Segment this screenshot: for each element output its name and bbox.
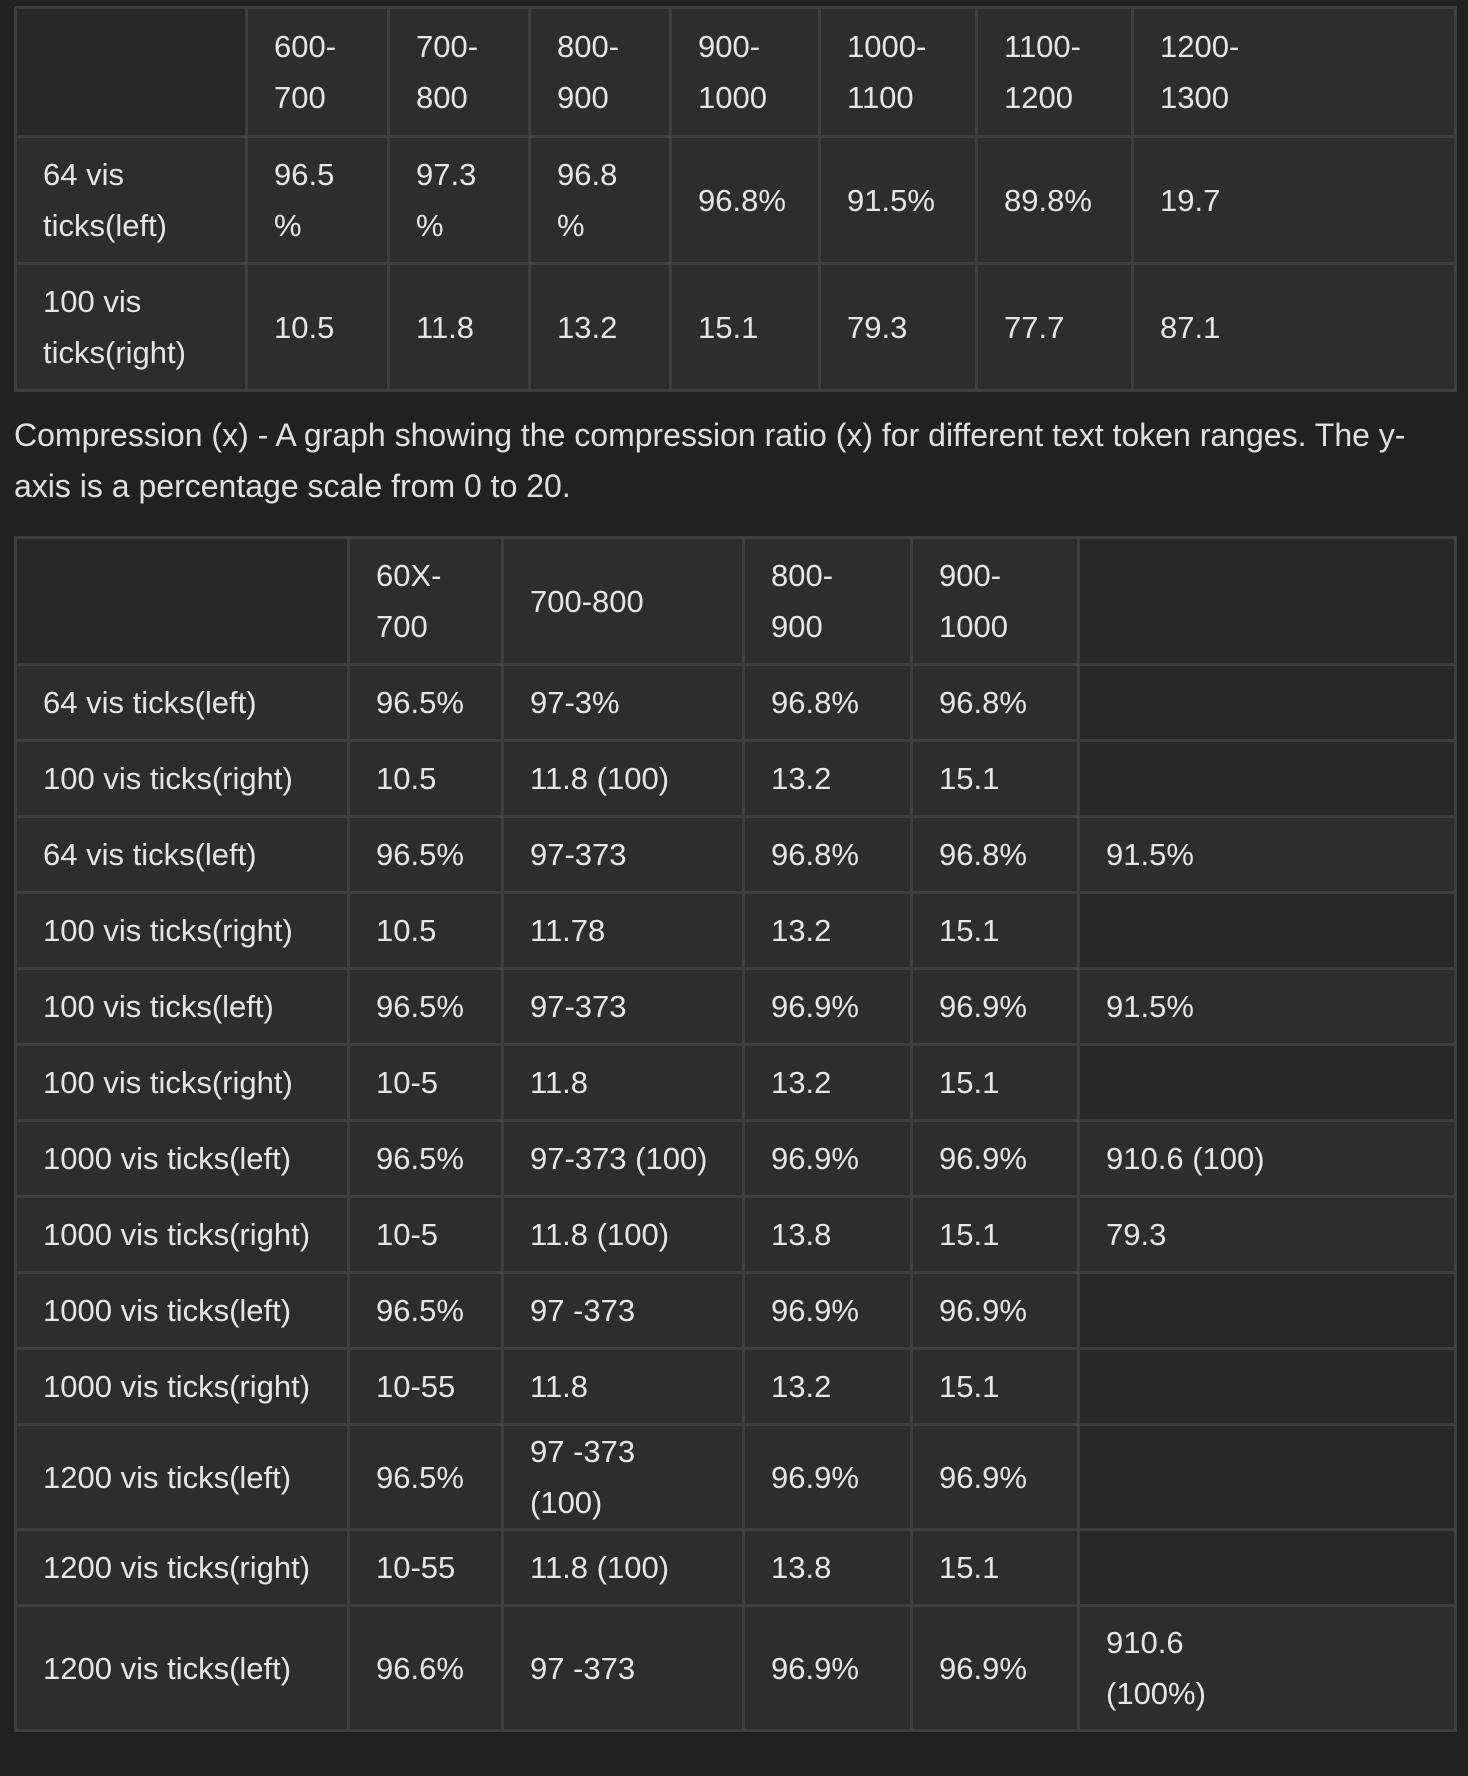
row-label-cell: 64 vis ticks(left) [16, 665, 349, 741]
table-cell: 13.2 [744, 1045, 912, 1121]
row-label-cell: 1200 vis ticks(right) [16, 1530, 349, 1606]
table-row [16, 137, 1456, 264]
table-cell: 10.5 [247, 264, 389, 391]
table-cell [1079, 1045, 1456, 1121]
table-cell: 11.8 [503, 1349, 744, 1425]
table-cell: 13.8 [744, 1530, 912, 1606]
table-cell: 800- 900 [530, 8, 671, 137]
table-cell [1079, 1425, 1456, 1530]
table-cell: 96.9% [912, 969, 1079, 1045]
table-cell: 13.2 [744, 741, 912, 817]
table-cell: 900- 1000 [671, 8, 820, 137]
table-cell: 96.9% [912, 1606, 1079, 1731]
table-row [16, 1349, 1456, 1425]
table-cell: 89.8% [977, 137, 1133, 264]
table-cell: 11.8 (100) [503, 741, 744, 817]
table-cell: 97 -373 [503, 1606, 744, 1731]
table-cell: 600- 700 [247, 8, 389, 137]
table-cell: 15.1 [912, 893, 1079, 969]
row-label-cell: 100 vis ticks(right) [16, 893, 349, 969]
table-cell: 900- 1000 [912, 538, 1079, 665]
table-cell: 91.5% [1079, 817, 1456, 893]
table-cell: 11.8 [503, 1045, 744, 1121]
table-cell: 96.5% [349, 1425, 503, 1530]
row-label-cell: 100 vis ticks(right) [16, 1045, 349, 1121]
table-header-row [16, 538, 1456, 665]
table-cell: 10.5 [349, 741, 503, 817]
table-cell: 10-55 [349, 1530, 503, 1606]
table-row [16, 1606, 1456, 1731]
row-label-cell [16, 538, 349, 665]
table-cell: 96.5% [349, 817, 503, 893]
table-cell: 13.2 [744, 1349, 912, 1425]
table-row [16, 893, 1456, 969]
table-cell: 13.2 [530, 264, 671, 391]
table-row [16, 1273, 1456, 1349]
table-cell [1079, 1349, 1456, 1425]
table-cell: 79.3 [1079, 1197, 1456, 1273]
table-cell: 96.5% [349, 1273, 503, 1349]
row-label-cell [16, 8, 247, 137]
table-cell: 79.3 [820, 264, 977, 391]
token-range-table [14, 6, 1457, 392]
table-cell: 96.9% [912, 1273, 1079, 1349]
table-cell: 10.5 [349, 893, 503, 969]
table-row [16, 1045, 1456, 1121]
table-header-row [16, 8, 1456, 137]
table-cell: 13.2 [744, 893, 912, 969]
table-cell [1079, 665, 1456, 741]
table-cell: 19.7 [1133, 137, 1456, 264]
table-cell: 13.8 [744, 1197, 912, 1273]
table-cell: 96.8% [744, 817, 912, 893]
table-cell: 87.1 [1133, 264, 1456, 391]
table-cell: 96.8% [912, 817, 1079, 893]
table-cell: 96.9% [744, 1606, 912, 1731]
table-cell [1079, 893, 1456, 969]
table-row [16, 1121, 1456, 1197]
compression-table [14, 536, 1457, 1732]
table-row [16, 665, 1456, 741]
table-cell: 11.8 [389, 264, 530, 391]
table-cell: 96.5% [349, 1121, 503, 1197]
table-cell: 10-55 [349, 1349, 503, 1425]
row-label-cell: 1000 vis ticks(right) [16, 1197, 349, 1273]
table-cell: 910.6 (100) [1079, 1121, 1456, 1197]
table-cell: 700- 800 [389, 8, 530, 137]
row-label-cell: 1000 vis ticks(left) [16, 1273, 349, 1349]
table-cell: 700-800 [503, 538, 744, 665]
table-cell: 15.1 [912, 741, 1079, 817]
table-cell: 10-5 [349, 1197, 503, 1273]
table-cell: 910.6 (100%) [1079, 1606, 1456, 1731]
table-cell: 1200- 1300 [1133, 8, 1456, 137]
row-label-cell: 100 vis ticks(right) [16, 741, 349, 817]
table-cell: 96.9% [744, 1121, 912, 1197]
table-cell: 97 -373 [503, 1273, 744, 1349]
table-cell: 96.9% [744, 969, 912, 1045]
table-cell: 96.8% [671, 137, 820, 264]
table-row [16, 1530, 1456, 1606]
table-cell [1079, 741, 1456, 817]
table-cell: 96.6% [349, 1606, 503, 1731]
table-caption: Compression (x) - A graph showing the compression ratio (x) for different text token ranges. The y-axis is a percentage scale from 0 to 20. [14, 417, 1406, 504]
table-cell: 96.9% [912, 1121, 1079, 1197]
table-cell: 15.1 [912, 1530, 1079, 1606]
table-cell: 11.8 (100) [503, 1197, 744, 1273]
table-cell: 1000- 1100 [820, 8, 977, 137]
row-label-cell: 64 vis ticks(left) [16, 817, 349, 893]
table-cell: 60X- 700 [349, 538, 503, 665]
table-cell: 91.5% [1079, 969, 1456, 1045]
table-cell: 96.9% [744, 1425, 912, 1530]
table-cell: 15.1 [671, 264, 820, 391]
table-cell: 97-3% [503, 665, 744, 741]
table-cell: 96.5% [349, 969, 503, 1045]
table-cell: 96.9% [912, 1425, 1079, 1530]
row-label-cell: 1000 vis ticks(right) [16, 1349, 349, 1425]
table-row [16, 1425, 1456, 1530]
table-cell: 97-373 (100) [503, 1121, 744, 1197]
row-label-cell: 64 vis ticks(left) [16, 137, 247, 264]
table-cell: 96.5% [247, 137, 389, 264]
row-label-cell: 1000 vis ticks(left) [16, 1121, 349, 1197]
table-cell: 96.5% [349, 665, 503, 741]
table-row [16, 969, 1456, 1045]
table-cell: 800-900 [744, 538, 912, 665]
table-cell: 96.8% [912, 665, 1079, 741]
table-cell: 11.8 (100) [503, 1530, 744, 1606]
table-cell: 15.1 [912, 1197, 1079, 1273]
content-area[interactable] [14, 0, 1454, 1732]
table-cell: 1100- 1200 [977, 8, 1133, 137]
table-cell: 15.1 [912, 1349, 1079, 1425]
table-cell: 97-373 [503, 969, 744, 1045]
table-cell: 11.78 [503, 893, 744, 969]
row-label-cell: 100 vis ticks(left) [16, 969, 349, 1045]
table-cell [1079, 1530, 1456, 1606]
table-cell: 96.8% [744, 665, 912, 741]
row-label-cell: 1200 vis ticks(left) [16, 1606, 349, 1731]
table-cell: 91.5% [820, 137, 977, 264]
table-cell: 97 -373 (100) [503, 1425, 744, 1530]
table-row [16, 264, 1456, 391]
row-label-cell: 100 vis ticks(right) [16, 264, 247, 391]
table-cell: 96.9% [744, 1273, 912, 1349]
table-cell: 96.8% [530, 137, 671, 264]
table-cell: 97.3% [389, 137, 530, 264]
table-cell: 77.7 [977, 264, 1133, 391]
table-cell: 10-5 [349, 1045, 503, 1121]
table-cell [1079, 1273, 1456, 1349]
table-cell: 15.1 [912, 1045, 1079, 1121]
table-cell: 97-373 [503, 817, 744, 893]
table-row [16, 1197, 1456, 1273]
table-row [16, 741, 1456, 817]
table-row [16, 817, 1456, 893]
table-cell [1079, 538, 1456, 665]
row-label-cell: 1200 vis ticks(left) [16, 1425, 349, 1530]
